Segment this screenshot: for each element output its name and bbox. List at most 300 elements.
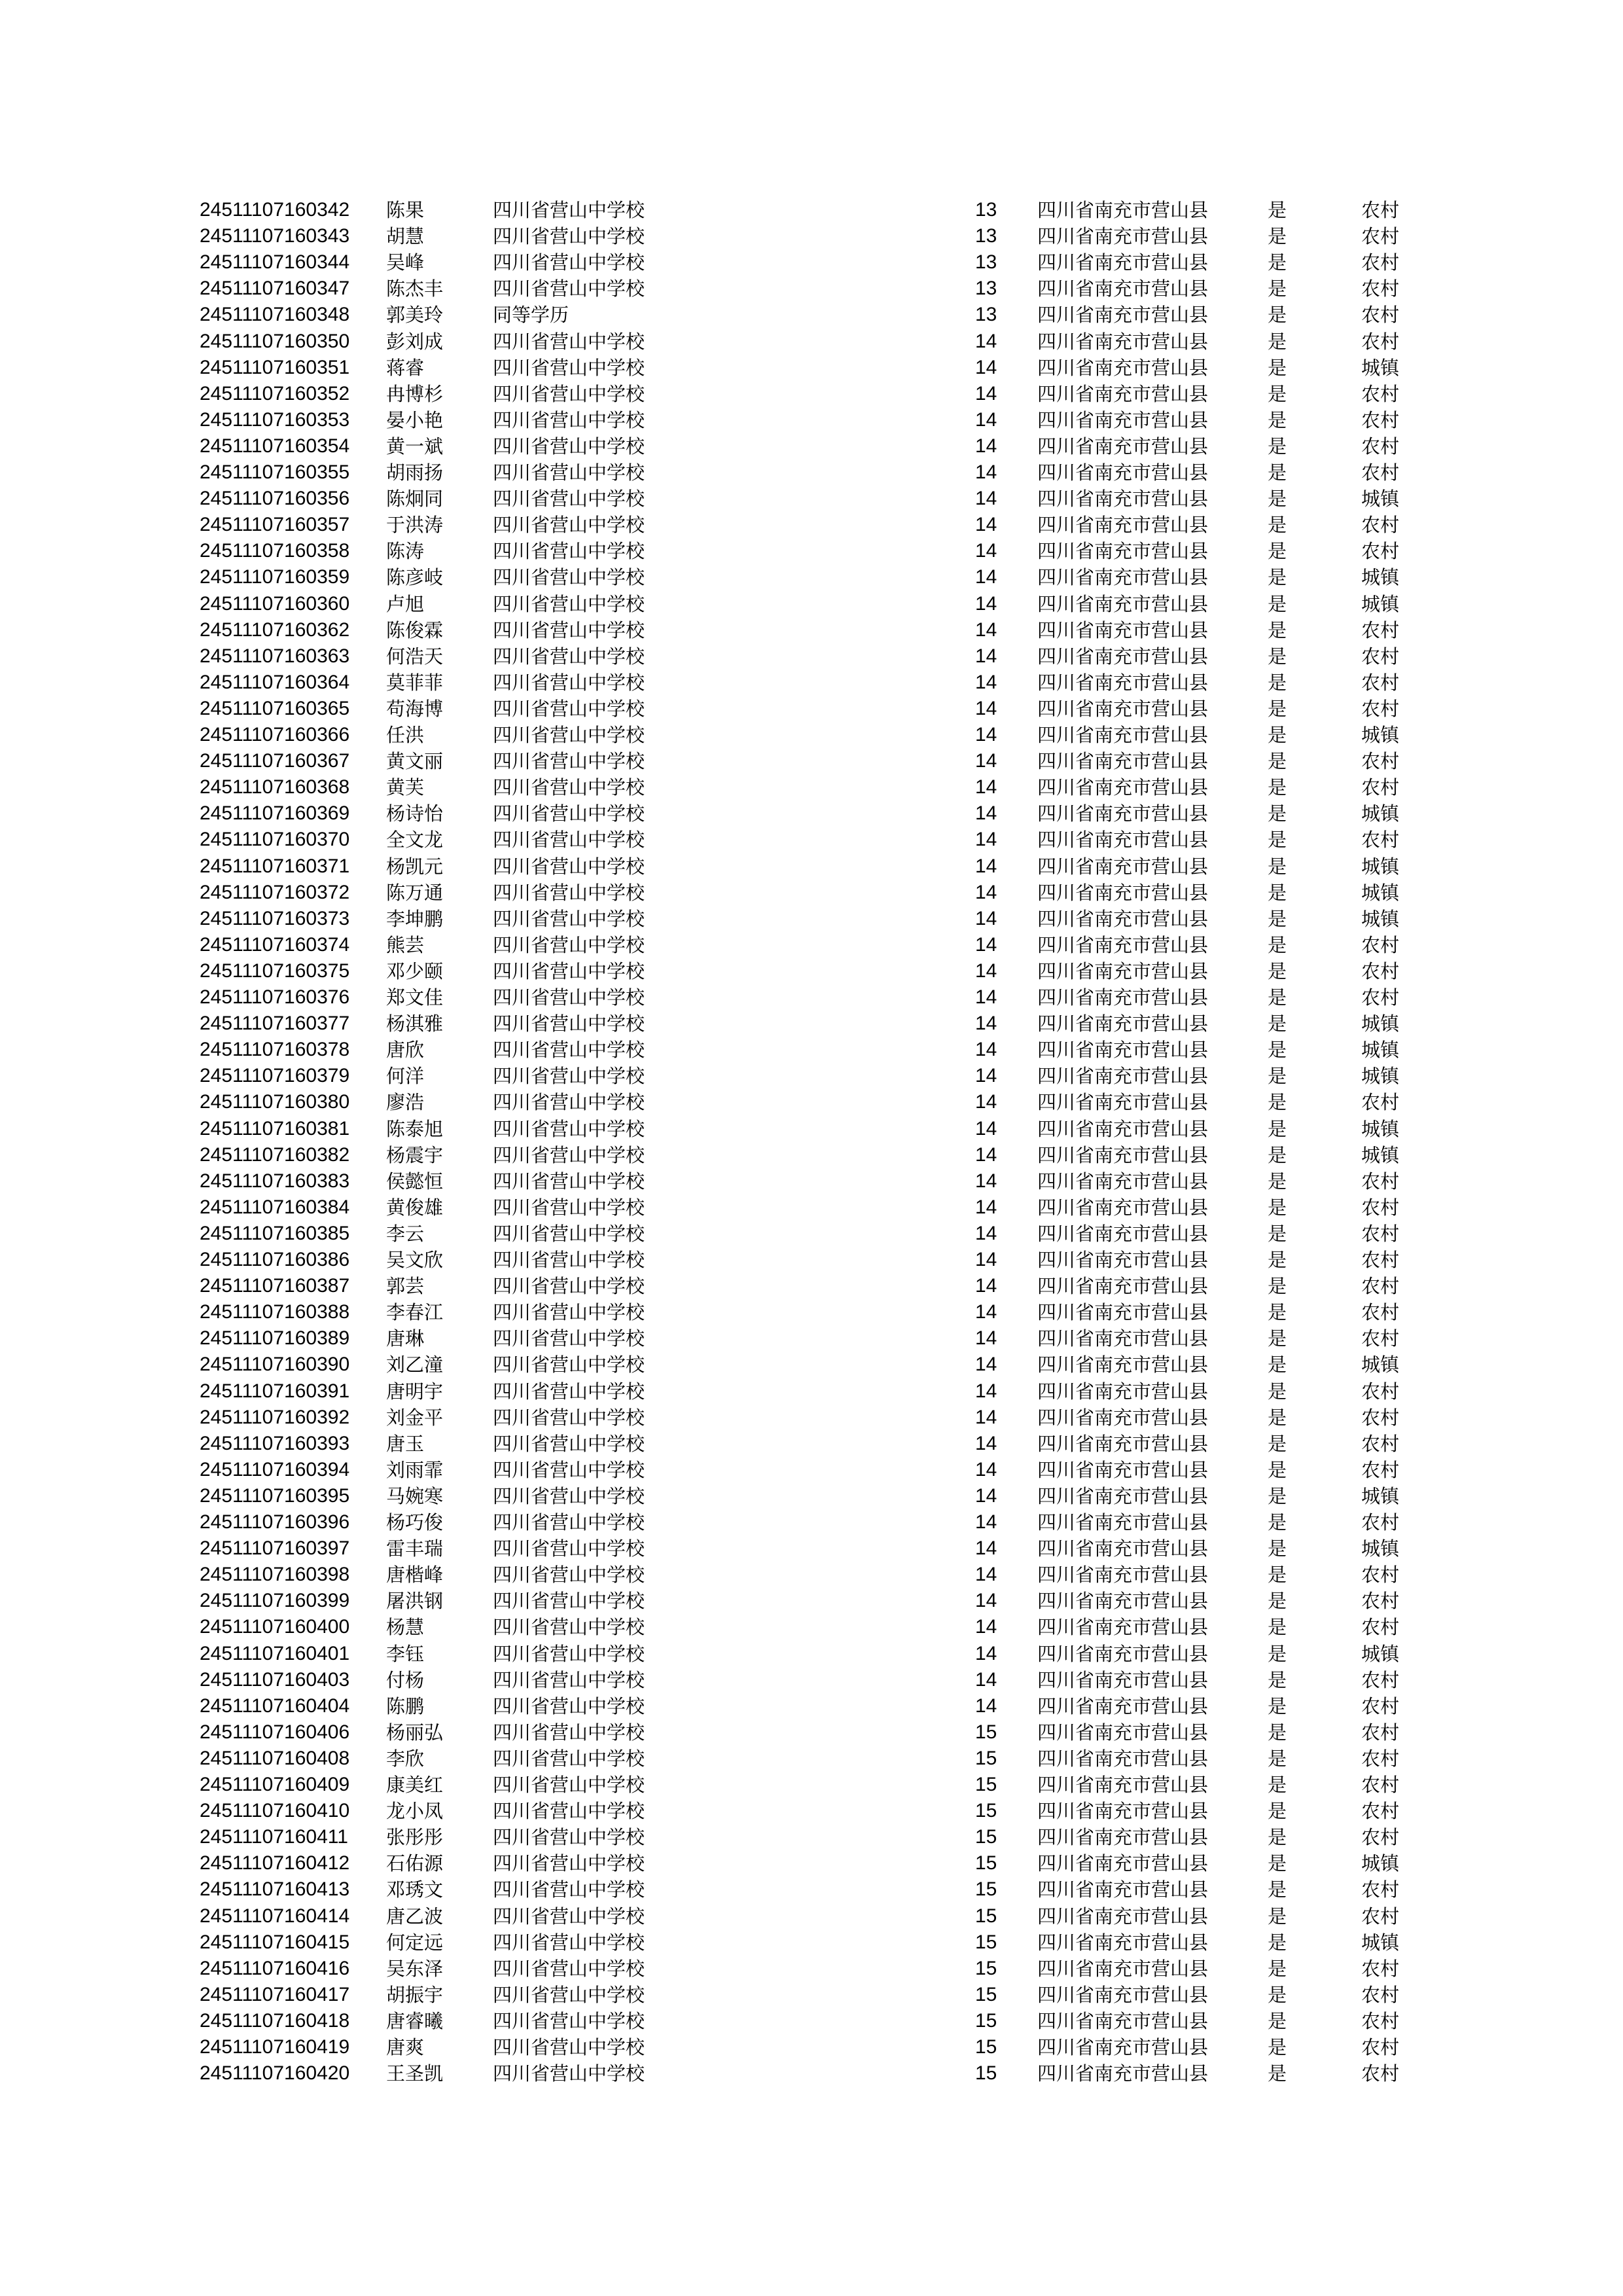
row-area-type: 农村 <box>1361 776 1400 799</box>
row-area-type: 农村 <box>1361 1327 1400 1350</box>
row-name: 黄芙 <box>386 776 425 799</box>
row-area-type: 农村 <box>1361 1458 1400 1481</box>
row-school: 四川省营山中学校 <box>493 1327 645 1350</box>
row-number: 14 <box>975 1616 997 1638</box>
row-name: 唐楷峰 <box>386 1564 444 1587</box>
row-number: 14 <box>975 619 997 641</box>
row-school: 四川省营山中学校 <box>493 907 645 930</box>
row-area-type: 农村 <box>1361 1406 1400 1429</box>
row-address: 四川省南充市营山县 <box>1037 697 1209 720</box>
table-row <box>0 1588 1623 1614</box>
row-number: 14 <box>975 776 997 798</box>
row-id: 24511107160411 <box>200 1826 348 1848</box>
row-name: 侯懿恒 <box>386 1170 444 1193</box>
row-name: 龙小凤 <box>386 1800 444 1823</box>
row-name: 杨丽弘 <box>386 1721 444 1744</box>
row-address: 四川省南充市营山县 <box>1037 881 1209 904</box>
row-name: 马婉寒 <box>386 1484 444 1507</box>
row-flag: 是 <box>1268 933 1287 956</box>
row-address: 四川省南充市营山县 <box>1037 225 1209 248</box>
row-name: 胡雨扬 <box>386 461 444 484</box>
row-name: 李欣 <box>386 1747 425 1770</box>
table-row <box>0 1535 1623 1562</box>
row-area-type: 农村 <box>1361 1222 1400 1245</box>
table-row <box>0 1562 1623 1588</box>
row-address: 四川省南充市营山县 <box>1037 1878 1209 1901</box>
row-area-type: 城镇 <box>1361 592 1400 615</box>
row-address: 四川省南充市营山县 <box>1037 1039 1209 1062</box>
row-area-type: 城镇 <box>1361 1065 1400 1088</box>
row-address: 四川省南充市营山县 <box>1037 1800 1209 1823</box>
row-id: 24511107160412 <box>200 1852 350 1874</box>
row-school: 四川省营山中学校 <box>493 1432 645 1455</box>
row-address: 四川省南充市营山县 <box>1037 356 1209 379</box>
row-address: 四川省南充市营山县 <box>1037 933 1209 956</box>
row-flag: 是 <box>1268 1196 1287 1219</box>
row-school: 四川省营山中学校 <box>493 1380 645 1403</box>
table-row <box>0 1063 1623 1089</box>
row-area-type: 农村 <box>1361 304 1400 327</box>
row-number: 15 <box>975 1852 997 1874</box>
row-flag: 是 <box>1268 330 1287 353</box>
row-id: 24511107160366 <box>200 724 350 745</box>
row-id: 24511107160378 <box>200 1039 350 1061</box>
row-school: 四川省营山中学校 <box>493 540 645 563</box>
row-address: 四川省南充市营山县 <box>1037 1695 1209 1717</box>
row-number: 14 <box>975 1458 997 1480</box>
row-id: 24511107160343 <box>200 225 350 247</box>
row-address: 四川省南充市营山县 <box>1037 1616 1209 1639</box>
row-address: 四川省南充市营山县 <box>1037 986 1209 1009</box>
row-name: 李春江 <box>386 1301 444 1324</box>
row-area-type: 农村 <box>1361 1878 1400 1901</box>
row-flag: 是 <box>1268 855 1287 878</box>
table-row <box>0 1168 1623 1194</box>
row-id: 24511107160371 <box>200 855 350 877</box>
row-flag: 是 <box>1268 1039 1287 1062</box>
row-id: 24511107160360 <box>200 592 350 615</box>
row-id: 24511107160418 <box>200 2009 350 2032</box>
row-number: 14 <box>975 907 997 929</box>
row-name: 陈果 <box>386 199 425 221</box>
row-school: 四川省营山中学校 <box>493 592 645 615</box>
row-id: 24511107160369 <box>200 802 350 825</box>
row-name: 唐欣 <box>386 1039 425 1062</box>
row-number: 15 <box>975 1800 997 1822</box>
row-flag: 是 <box>1268 1013 1287 1035</box>
row-area-type: 农村 <box>1361 382 1400 405</box>
row-id: 24511107160388 <box>200 1301 350 1323</box>
row-name: 黄俊雄 <box>386 1196 444 1219</box>
row-school: 四川省营山中学校 <box>493 1957 645 1980</box>
row-area-type: 农村 <box>1361 1564 1400 1587</box>
row-school: 四川省营山中学校 <box>493 225 645 248</box>
row-flag: 是 <box>1268 619 1287 641</box>
row-flag: 是 <box>1268 2062 1287 2085</box>
row-number: 14 <box>975 829 997 851</box>
row-flag: 是 <box>1268 1983 1287 2006</box>
table-row <box>0 670 1623 696</box>
row-address: 四川省南充市营山县 <box>1037 1931 1209 1954</box>
row-flag: 是 <box>1268 1668 1287 1691</box>
table-row <box>0 1011 1623 1037</box>
table-row <box>0 538 1623 564</box>
row-school: 四川省营山中学校 <box>493 251 645 274</box>
row-name: 胡振宇 <box>386 1983 444 2006</box>
row-number: 14 <box>975 645 997 667</box>
table-row <box>0 329 1623 355</box>
row-school: 四川省营山中学校 <box>493 1222 645 1245</box>
row-area-type: 农村 <box>1361 408 1400 431</box>
row-flag: 是 <box>1268 1642 1287 1665</box>
row-area-type: 农村 <box>1361 1511 1400 1534</box>
row-address: 四川省南充市营山县 <box>1037 1117 1209 1140</box>
row-school: 四川省营山中学校 <box>493 829 645 852</box>
row-name: 吴峰 <box>386 251 425 274</box>
table-row <box>0 617 1623 643</box>
row-number: 14 <box>975 1065 997 1087</box>
table-row <box>0 643 1623 670</box>
row-name: 杨诗怡 <box>386 802 444 825</box>
table-row <box>0 1772 1623 1798</box>
row-id: 24511107160355 <box>200 461 350 483</box>
row-id: 24511107160406 <box>200 1721 350 1743</box>
row-id: 24511107160367 <box>200 750 350 772</box>
table-row <box>0 958 1623 984</box>
row-number: 14 <box>975 514 997 536</box>
row-address: 四川省南充市营山县 <box>1037 960 1209 982</box>
row-area-type: 城镇 <box>1361 1039 1400 1062</box>
row-flag: 是 <box>1268 1170 1287 1193</box>
row-flag: 是 <box>1268 1826 1287 1849</box>
table-row <box>0 1483 1623 1509</box>
row-flag: 是 <box>1268 1143 1287 1166</box>
table-row <box>0 1299 1623 1325</box>
row-area-type: 农村 <box>1361 1983 1400 2006</box>
row-id: 24511107160348 <box>200 304 350 326</box>
row-number: 15 <box>975 1931 997 1953</box>
row-address: 四川省南充市营山县 <box>1037 645 1209 668</box>
row-number: 14 <box>975 330 997 352</box>
row-school: 四川省营山中学校 <box>493 855 645 878</box>
row-address: 四川省南充市营山县 <box>1037 1484 1209 1507</box>
row-flag: 是 <box>1268 1852 1287 1875</box>
row-number: 14 <box>975 1222 997 1244</box>
row-id: 24511107160357 <box>200 514 350 536</box>
row-school: 四川省营山中学校 <box>493 408 645 431</box>
row-name: 唐睿曦 <box>386 2009 444 2032</box>
row-school: 四川省营山中学校 <box>493 697 645 720</box>
row-id: 24511107160375 <box>200 960 350 982</box>
row-id: 24511107160347 <box>200 278 350 300</box>
row-name: 陈万通 <box>386 881 444 904</box>
row-area-type: 农村 <box>1361 461 1400 484</box>
row-number: 14 <box>975 566 997 588</box>
row-area-type: 城镇 <box>1361 1013 1400 1035</box>
row-address: 四川省南充市营山县 <box>1037 1275 1209 1298</box>
row-number: 14 <box>975 1039 997 1061</box>
table-row <box>0 880 1623 906</box>
row-address: 四川省南充市营山县 <box>1037 1983 1209 2006</box>
row-flag: 是 <box>1268 514 1287 537</box>
table-row <box>0 2008 1623 2034</box>
table-row <box>0 459 1623 486</box>
table-row <box>0 1457 1623 1483</box>
row-number: 14 <box>975 1406 997 1428</box>
row-address: 四川省南充市营山县 <box>1037 278 1209 300</box>
row-number: 14 <box>975 488 997 510</box>
row-address: 四川省南充市营山县 <box>1037 1170 1209 1193</box>
row-id: 24511107160376 <box>200 986 350 1008</box>
row-id: 24511107160362 <box>200 619 350 641</box>
row-name: 杨震宇 <box>386 1143 444 1166</box>
table-row <box>0 381 1623 407</box>
row-flag: 是 <box>1268 1065 1287 1088</box>
row-id: 24511107160363 <box>200 645 350 667</box>
row-id: 24511107160354 <box>200 435 350 457</box>
row-area-type: 农村 <box>1361 540 1400 563</box>
row-school: 同等学历 <box>493 304 569 327</box>
row-flag: 是 <box>1268 566 1287 589</box>
row-address: 四川省南充市营山县 <box>1037 2062 1209 2085</box>
table-row <box>0 407 1623 433</box>
row-name: 陈炯同 <box>386 488 444 511</box>
row-id: 24511107160359 <box>200 566 350 588</box>
row-area-type: 城镇 <box>1361 1354 1400 1376</box>
row-area-type: 农村 <box>1361 1091 1400 1114</box>
row-number: 15 <box>975 2009 997 2032</box>
table-row <box>0 984 1623 1011</box>
row-number: 15 <box>975 2062 997 2085</box>
table-row <box>0 1352 1623 1378</box>
row-number: 14 <box>975 1432 997 1454</box>
row-number: 14 <box>975 933 997 956</box>
row-name: 黄文丽 <box>386 750 444 773</box>
row-area-type: 农村 <box>1361 514 1400 537</box>
row-area-type: 农村 <box>1361 829 1400 852</box>
row-area-type: 城镇 <box>1361 802 1400 825</box>
row-school: 四川省营山中学校 <box>493 1668 645 1691</box>
row-address: 四川省南充市营山县 <box>1037 488 1209 511</box>
row-number: 15 <box>975 1826 997 1848</box>
row-number: 14 <box>975 461 997 483</box>
row-address: 四川省南充市营山县 <box>1037 1668 1209 1691</box>
row-area-type: 农村 <box>1361 2062 1400 2085</box>
row-number: 14 <box>975 1013 997 1035</box>
row-area-type: 农村 <box>1361 278 1400 300</box>
row-id: 24511107160350 <box>200 330 350 352</box>
row-school: 四川省营山中学校 <box>493 435 645 457</box>
row-area-type: 农村 <box>1361 1826 1400 1849</box>
row-number: 14 <box>975 1380 997 1402</box>
row-number: 14 <box>975 1537 997 1560</box>
table-row <box>0 774 1623 800</box>
row-school: 四川省营山中学校 <box>493 1091 645 1114</box>
table-row <box>0 1956 1623 1982</box>
row-name: 杨凯元 <box>386 855 444 878</box>
row-address: 四川省南充市营山县 <box>1037 1354 1209 1376</box>
row-address: 四川省南充市营山县 <box>1037 251 1209 274</box>
row-flag: 是 <box>1268 461 1287 484</box>
row-school: 四川省营山中学校 <box>493 619 645 641</box>
row-flag: 是 <box>1268 1695 1287 1717</box>
row-school: 四川省营山中学校 <box>493 566 645 589</box>
row-area-type: 农村 <box>1361 251 1400 274</box>
row-area-type: 城镇 <box>1361 1852 1400 1875</box>
row-flag: 是 <box>1268 1564 1287 1587</box>
row-flag: 是 <box>1268 225 1287 248</box>
row-flag: 是 <box>1268 1222 1287 1245</box>
row-flag: 是 <box>1268 1458 1287 1481</box>
table-row <box>0 1903 1623 1929</box>
row-address: 四川省南充市营山县 <box>1037 1406 1209 1429</box>
row-number: 14 <box>975 750 997 772</box>
row-name: 陈彦岐 <box>386 566 444 589</box>
table-row <box>0 1641 1623 1667</box>
row-name: 刘乙潼 <box>386 1354 444 1376</box>
row-name: 唐玉 <box>386 1432 425 1455</box>
row-school: 四川省营山中学校 <box>493 1143 645 1166</box>
row-address: 四川省南充市营山县 <box>1037 1458 1209 1481</box>
row-school: 四川省营山中学校 <box>493 2036 645 2058</box>
row-id: 24511107160351 <box>200 356 350 378</box>
row-id: 24511107160374 <box>200 933 350 956</box>
row-address: 四川省南充市营山县 <box>1037 1091 1209 1114</box>
row-name: 郑文佳 <box>386 986 444 1009</box>
row-flag: 是 <box>1268 671 1287 694</box>
row-flag: 是 <box>1268 488 1287 511</box>
row-id: 24511107160419 <box>200 2036 350 2058</box>
row-school: 四川省营山中学校 <box>493 1275 645 1298</box>
row-number: 15 <box>975 1721 997 1743</box>
row-name: 杨淇雅 <box>386 1013 444 1035</box>
row-name: 黄一斌 <box>386 435 444 457</box>
table-row <box>0 1431 1623 1457</box>
row-name: 郭美玲 <box>386 304 444 327</box>
row-number: 14 <box>975 382 997 404</box>
row-area-type: 农村 <box>1361 645 1400 668</box>
row-number: 14 <box>975 1511 997 1533</box>
row-address: 四川省南充市营山县 <box>1037 540 1209 563</box>
row-school: 四川省营山中学校 <box>493 1065 645 1088</box>
table-row <box>0 1746 1623 1772</box>
row-school: 四川省营山中学校 <box>493 1747 645 1770</box>
row-area-type: 农村 <box>1361 933 1400 956</box>
row-name: 刘雨霏 <box>386 1458 444 1481</box>
row-flag: 是 <box>1268 1905 1287 1928</box>
row-id: 24511107160358 <box>200 540 350 562</box>
row-number: 14 <box>975 540 997 562</box>
row-flag: 是 <box>1268 1432 1287 1455</box>
row-number: 13 <box>975 304 997 326</box>
row-school: 四川省营山中学校 <box>493 1852 645 1875</box>
row-flag: 是 <box>1268 986 1287 1009</box>
table-row <box>0 1247 1623 1273</box>
row-address: 四川省南充市营山县 <box>1037 435 1209 457</box>
row-name: 卢旭 <box>386 592 425 615</box>
row-school: 四川省营山中学校 <box>493 2062 645 2085</box>
row-address: 四川省南充市营山县 <box>1037 1590 1209 1613</box>
table-row <box>0 302 1623 328</box>
row-school: 四川省营山中学校 <box>493 1590 645 1613</box>
row-area-type: 农村 <box>1361 199 1400 221</box>
row-flag: 是 <box>1268 776 1287 799</box>
row-flag: 是 <box>1268 960 1287 982</box>
row-name: 全文龙 <box>386 829 444 852</box>
row-number: 14 <box>975 671 997 693</box>
row-name: 康美红 <box>386 1774 444 1796</box>
row-address: 四川省南充市营山县 <box>1037 619 1209 641</box>
row-id: 24511107160401 <box>200 1642 350 1664</box>
table-row <box>0 1929 1623 1956</box>
row-name: 王圣凯 <box>386 2062 444 2085</box>
row-address: 四川省南充市营山县 <box>1037 750 1209 773</box>
row-address: 四川省南充市营山县 <box>1037 330 1209 353</box>
row-name: 蒋睿 <box>386 356 425 379</box>
row-address: 四川省南充市营山县 <box>1037 1642 1209 1665</box>
row-area-type: 农村 <box>1361 435 1400 457</box>
row-address: 四川省南充市营山县 <box>1037 1564 1209 1587</box>
row-school: 四川省营山中学校 <box>493 1905 645 1928</box>
row-number: 14 <box>975 1196 997 1218</box>
row-school: 四川省营山中学校 <box>493 461 645 484</box>
row-school: 四川省营山中学校 <box>493 1511 645 1534</box>
table-row <box>0 2060 1623 2087</box>
row-flag: 是 <box>1268 278 1287 300</box>
row-address: 四川省南充市营山县 <box>1037 199 1209 221</box>
table-row <box>0 1378 1623 1405</box>
row-school: 四川省营山中学校 <box>493 1931 645 1954</box>
row-name: 廖浩 <box>386 1091 425 1114</box>
row-flag: 是 <box>1268 435 1287 457</box>
row-school: 四川省营山中学校 <box>493 1117 645 1140</box>
row-area-type: 城镇 <box>1361 1484 1400 1507</box>
row-area-type: 农村 <box>1361 1301 1400 1324</box>
row-area-type: 城镇 <box>1361 1642 1400 1665</box>
row-school: 四川省营山中学校 <box>493 776 645 799</box>
row-flag: 是 <box>1268 1380 1287 1403</box>
row-name: 莫菲菲 <box>386 671 444 694</box>
row-number: 15 <box>975 1747 997 1769</box>
row-id: 24511107160397 <box>200 1537 350 1560</box>
row-number: 15 <box>975 1983 997 2005</box>
row-flag: 是 <box>1268 1249 1287 1271</box>
row-school: 四川省营山中学校 <box>493 356 645 379</box>
row-number: 13 <box>975 225 997 247</box>
row-number: 14 <box>975 435 997 457</box>
row-area-type: 城镇 <box>1361 1931 1400 1954</box>
row-id: 24511107160387 <box>200 1275 350 1297</box>
row-area-type: 农村 <box>1361 2009 1400 2032</box>
row-flag: 是 <box>1268 251 1287 274</box>
row-flag: 是 <box>1268 1091 1287 1114</box>
row-name: 唐乙波 <box>386 1905 444 1928</box>
row-address: 四川省南充市营山县 <box>1037 1065 1209 1088</box>
row-school: 四川省营山中学校 <box>493 1039 645 1062</box>
row-address: 四川省南充市营山县 <box>1037 1196 1209 1219</box>
row-address: 四川省南充市营山县 <box>1037 1432 1209 1455</box>
table-row <box>0 486 1623 512</box>
row-area-type: 农村 <box>1361 1957 1400 1980</box>
row-id: 24511107160409 <box>200 1774 350 1795</box>
row-school: 四川省营山中学校 <box>493 2009 645 2032</box>
row-id: 24511107160391 <box>200 1380 350 1402</box>
table-row <box>0 1850 1623 1876</box>
row-area-type: 农村 <box>1361 960 1400 982</box>
row-address: 四川省南充市营山县 <box>1037 1143 1209 1166</box>
row-number: 14 <box>975 1695 997 1717</box>
row-id: 24511107160400 <box>200 1616 350 1638</box>
